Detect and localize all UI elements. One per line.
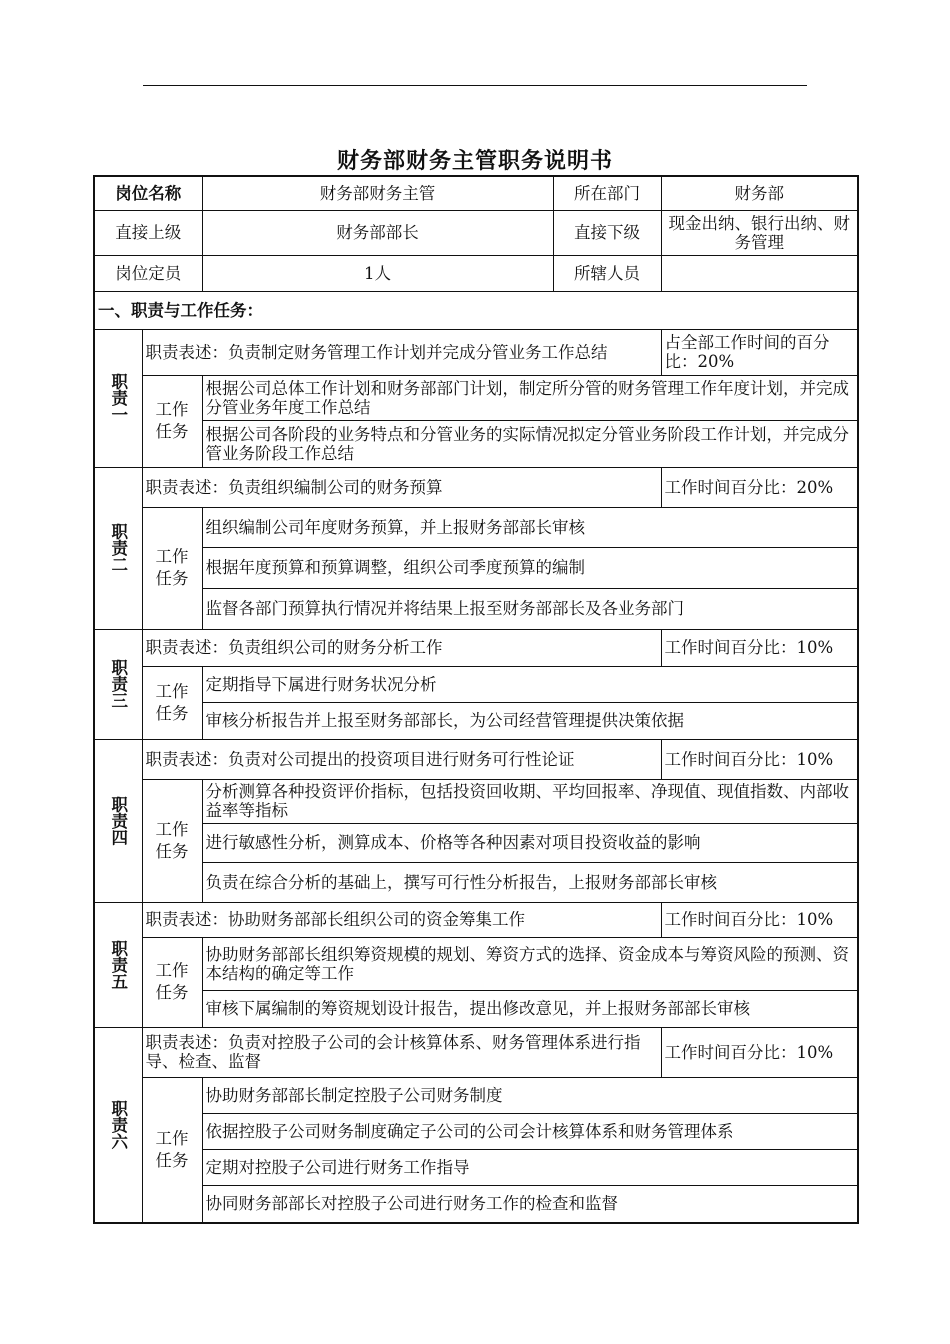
row-section	[94, 291, 858, 329]
superior-value: 财务部部长	[202, 210, 553, 255]
duty-label: 职责二	[94, 467, 142, 629]
duty-label: 职责三	[94, 629, 142, 739]
task-item: 根据年度预算和预算调整，组织公司季度预算的编制	[202, 547, 858, 588]
task-item: 根据公司总体工作计划和财务部部门计划，制定所分管的财务管理工作年度计划，并完成分管业务年度工作总结	[202, 375, 858, 420]
task-item: 协助财务部部长制定控股子公司财务制度	[202, 1077, 858, 1113]
post-name-label: 岗位名称	[94, 176, 202, 210]
duty-label: 职责一	[94, 329, 142, 467]
task-label: 工作任务	[142, 937, 202, 1027]
task-row	[94, 862, 858, 902]
duty-statement-row	[94, 1027, 858, 1077]
dept-value: 财务部	[661, 176, 858, 210]
staff-label: 岗位定员	[94, 255, 202, 291]
duty-statement: 职责表述：负责对公司提出的投资项目进行财务可行性论证	[142, 739, 661, 779]
duty-percent: 占全部工作时间的百分比：20%	[661, 329, 858, 375]
superior-label: 直接上级	[94, 210, 202, 255]
header-rule	[143, 85, 807, 86]
duty-statement-row	[94, 629, 858, 666]
task-row	[94, 507, 858, 547]
task-row	[94, 1185, 858, 1223]
task-row	[94, 375, 858, 420]
task-item: 协助财务部部长组织筹资规模的规划、筹资方式的选择、资金成本与筹资风险的预测、资本结构的确定等工作	[202, 937, 858, 990]
managed-label: 所辖人员	[553, 255, 661, 291]
row-post-name	[94, 176, 858, 210]
duty-label: 职责五	[94, 902, 142, 1027]
task-row	[94, 547, 858, 588]
task-row	[94, 666, 858, 702]
task-item: 组织编制公司年度财务预算，并上报财务部部长审核	[202, 507, 858, 547]
duty-percent: 工作时间百分比：20%	[661, 467, 858, 507]
task-row	[94, 779, 858, 823]
task-item: 定期对控股子公司进行财务工作指导	[202, 1149, 858, 1185]
duty-statement-row	[94, 329, 858, 375]
duty-statement: 职责表述：负责制定财务管理工作计划并完成分管业务工作总结	[142, 329, 661, 375]
task-label: 工作任务	[142, 666, 202, 739]
duty-statement: 职责表述：负责对控股子公司的会计核算体系、财务管理体系进行指导、检查、监督	[142, 1027, 661, 1077]
task-item: 定期指导下属进行财务状况分析	[202, 666, 858, 702]
section-title: 一、职责与工作任务：	[94, 291, 858, 329]
task-row	[94, 702, 858, 739]
task-row	[94, 990, 858, 1027]
task-item: 分析测算各种投资评价指标，包括投资回收期、平均回报率、净现值、现值指数、内部收益率等指标	[202, 779, 858, 823]
task-row	[94, 937, 858, 990]
document-title: 财务部财务主管职务说明书	[336, 148, 613, 174]
task-label: 工作任务	[142, 507, 202, 629]
duty-statement-row	[94, 902, 858, 937]
post-name-value: 财务部财务主管	[202, 176, 553, 210]
task-label: 工作任务	[142, 779, 202, 902]
subordinate-label: 直接下级	[553, 210, 661, 255]
task-item: 根据公司各阶段的业务特点和分管业务的实际情况拟定分管业务阶段工作计划，并完成分管业务阶段工作总结	[202, 420, 858, 467]
duty-percent: 工作时间百分比：10%	[661, 739, 858, 779]
task-row	[94, 420, 858, 467]
task-item: 进行敏感性分析，测算成本、价格等各种因素对项目投资收益的影响	[202, 823, 858, 862]
duty-statement: 职责表述：负责组织编制公司的财务预算	[142, 467, 661, 507]
managed-value	[661, 255, 858, 291]
subordinate-value: 现金出纳、银行出纳、财务管理	[661, 210, 858, 255]
task-item: 审核下属编制的筹资规划设计报告，提出修改意见，并上报财务部部长审核	[202, 990, 858, 1027]
task-label: 工作任务	[142, 1077, 202, 1223]
duty-statement: 职责表述：协助财务部部长组织公司的资金筹集工作	[142, 902, 661, 937]
duty-label: 职责四	[94, 739, 142, 902]
task-row	[94, 1149, 858, 1185]
task-row	[94, 1113, 858, 1149]
task-item: 监督各部门预算执行情况并将结果上报至财务部部长及各业务部门	[202, 588, 858, 629]
task-row	[94, 1077, 858, 1113]
duty-percent: 工作时间百分比：10%	[661, 1027, 858, 1077]
dept-label: 所在部门	[553, 176, 661, 210]
task-item: 负责在综合分析的基础上，撰写可行性分析报告，上报财务部部长审核	[202, 862, 858, 902]
task-row	[94, 823, 858, 862]
duty-statement-row	[94, 467, 858, 507]
duties-body	[94, 329, 858, 1223]
job-description-table	[93, 175, 859, 1224]
task-item: 审核分析报告并上报至财务部部长，为公司经营管理提供决策依据	[202, 702, 858, 739]
duty-percent: 工作时间百分比：10%	[661, 629, 858, 666]
staff-value: 1人	[202, 255, 553, 291]
duty-percent: 工作时间百分比：10%	[661, 902, 858, 937]
task-row	[94, 588, 858, 629]
duty-statement: 职责表述：负责组织公司的财务分析工作	[142, 629, 661, 666]
task-item: 依据控股子公司财务制度确定子公司的公司会计核算体系和财务管理体系	[202, 1113, 858, 1149]
row-staff	[94, 255, 858, 291]
row-superior	[94, 210, 858, 255]
task-label: 工作任务	[142, 375, 202, 467]
task-item: 协同财务部部长对控股子公司进行财务工作的检查和监督	[202, 1185, 858, 1223]
duty-statement-row	[94, 739, 858, 779]
duty-label: 职责六	[94, 1027, 142, 1223]
